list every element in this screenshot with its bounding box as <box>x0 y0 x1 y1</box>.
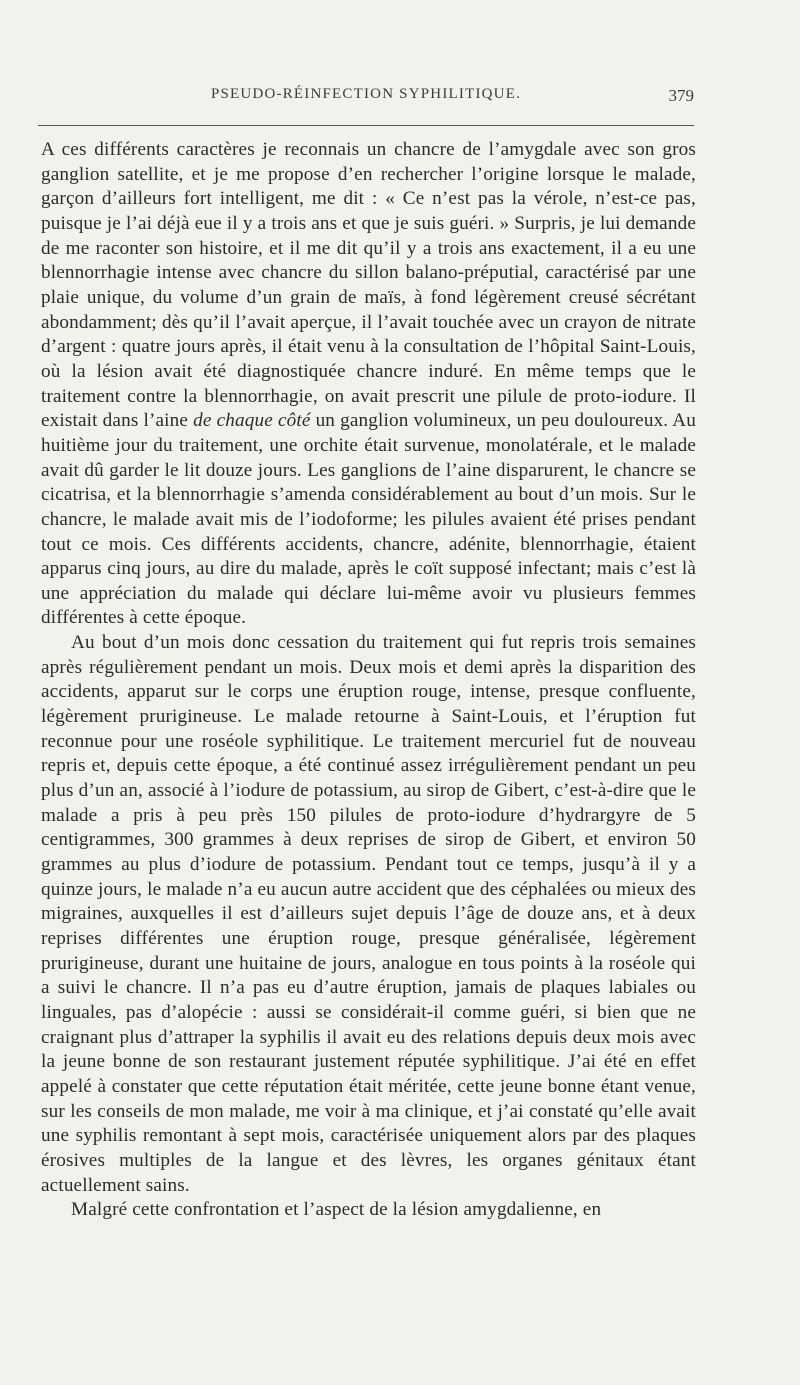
paragraph <box>41 631 696 1198</box>
text-segment: A ces différents caractères je reconnais un chancre de l’amygdale avec son gros ganglion satellite, et je me propose d’en rechercher l’origine lorsque le malade, garçon d’ailleurs fort intelligent, me dit : « Ce n’est pas la vérole, n’est-ce pas, puisque je l’ai déjà eue il y a trois ans et que je suis guéri. » Surpris, je lui demande de me raconter son histoire, et il me dit qu’il y a trois ans exactement, il a eu une blennorrhagie intense avec chancre du sillon balano-préputial, caractérisé par une plaie unique, du volume d’un grain de maïs, à fond légèrement creusé sécrétant abondamment; dès qu’il l’avait aperçue, il l’avait touchée avec un crayon de nitrate d’argent : quatre jours après, il était venu à la consultation de l’hôpital Saint-Louis, où la lésion avait été diagnostiquée chancre induré. En même temps que le traitement contre la blennorrhagie, on avait prescrit une pilule de proto-iodure. Il existait dans l’aine <box>41 139 696 432</box>
running-header <box>38 86 694 110</box>
paragraph <box>41 138 696 631</box>
running-title: PSEUDO-RÉINFECTION SYPHILITIQUE. <box>210 86 522 102</box>
body-text <box>41 138 696 1223</box>
page-number: 379 <box>668 86 694 105</box>
header-rule <box>38 125 694 126</box>
text-segment: Au bout d’un mois donc cessation du traitement qui fut repris trois semaines après régulièrement pendant un mois. Deux mois et demi après la disparition des accidents, apparut sur le corps une éruption rouge, intense, presque confluente, légèrement prurigineuse. Le malade retourne à Saint-Louis, et l’éruption fut reconnue pour une roséole syphilitique. Le traitement mercuriel fut de nouveau repris et, depuis cette époque, a été continué assez irrégulièrement pendant un peu plus d’un an, associé à l’iodure de potassium, au sirop de Gibert, c’est-à-dire que le malade a pris à peu près 150 pilules de proto-iodure d’hydrargyre de 5 centigrammes, 300 grammes à deux reprises de sirop de Gibert, et environ 50 grammes au plus d’iodure de potassium. Pendant tout ce temps, jusqu’à il y a quinze jours, le malade n’a eu aucun autre accident que des céphalées ou mieux des migraines, auxquelles il est d’ailleurs sujet depuis l’âge de douze ans, et à deux reprises différentes une éruption rouge, presque généralisée, légèrement prurigineuse, durant une huitaine de jours, analogue en tous points à la roséole qui a suivi le chancre. Il n’a pas eu d’autre éruption, jamais de plaques labiales ou linguales, pas d’alopécie : aussi se considérait-il comme guéri, si bien que ne craignant plus d’attraper la syphilis il avait eu des relations depuis deux mois avec la jeune bonne de son restaurant justement réputée syphilitique. J’ai été en effet appelé à constater que cette réputation était méritée, cette jeune bonne étant venue, sur les conseils de mon malade, me voir à ma clinique, et j’ai constaté qu’elle avait une syphilis remontant à sept mois, caractérisée uniquement alors par des plaques érosives multiples de la langue et des lèvres, les organes génitaux étant actuellement sains. <box>41 632 696 1196</box>
italic-phrase: de chaque côté <box>193 410 311 432</box>
text-segment: un ganglion volumineux, un peu douloureux. Au huitième jour du traitement, une orchite était survenue, monolatérale, et le malade avait dû garder le lit douze jours. Les ganglions de l’aine disparurent, le chancre se cicatrisa, et la blennorrhagie s’amenda considérablement au bout d’un mois. Sur le chancre, le malade avait mis de l’iodoforme; les pilules avaient été prises pendant tout ce mois. Ces différents accidents, chancre, adénite, blennorrhagie, étaient apparus cinq jours, au dire du malade, après le coït supposé infectant; mais c’est là une appréciation du malade qui déclare lui-même avoir vu plusieurs femmes différentes à cette époque. <box>41 410 697 629</box>
paragraph <box>41 1198 696 1223</box>
text-segment: Malgré cette confrontation et l’aspect de la lésion amygdalienne, en <box>71 1199 602 1221</box>
